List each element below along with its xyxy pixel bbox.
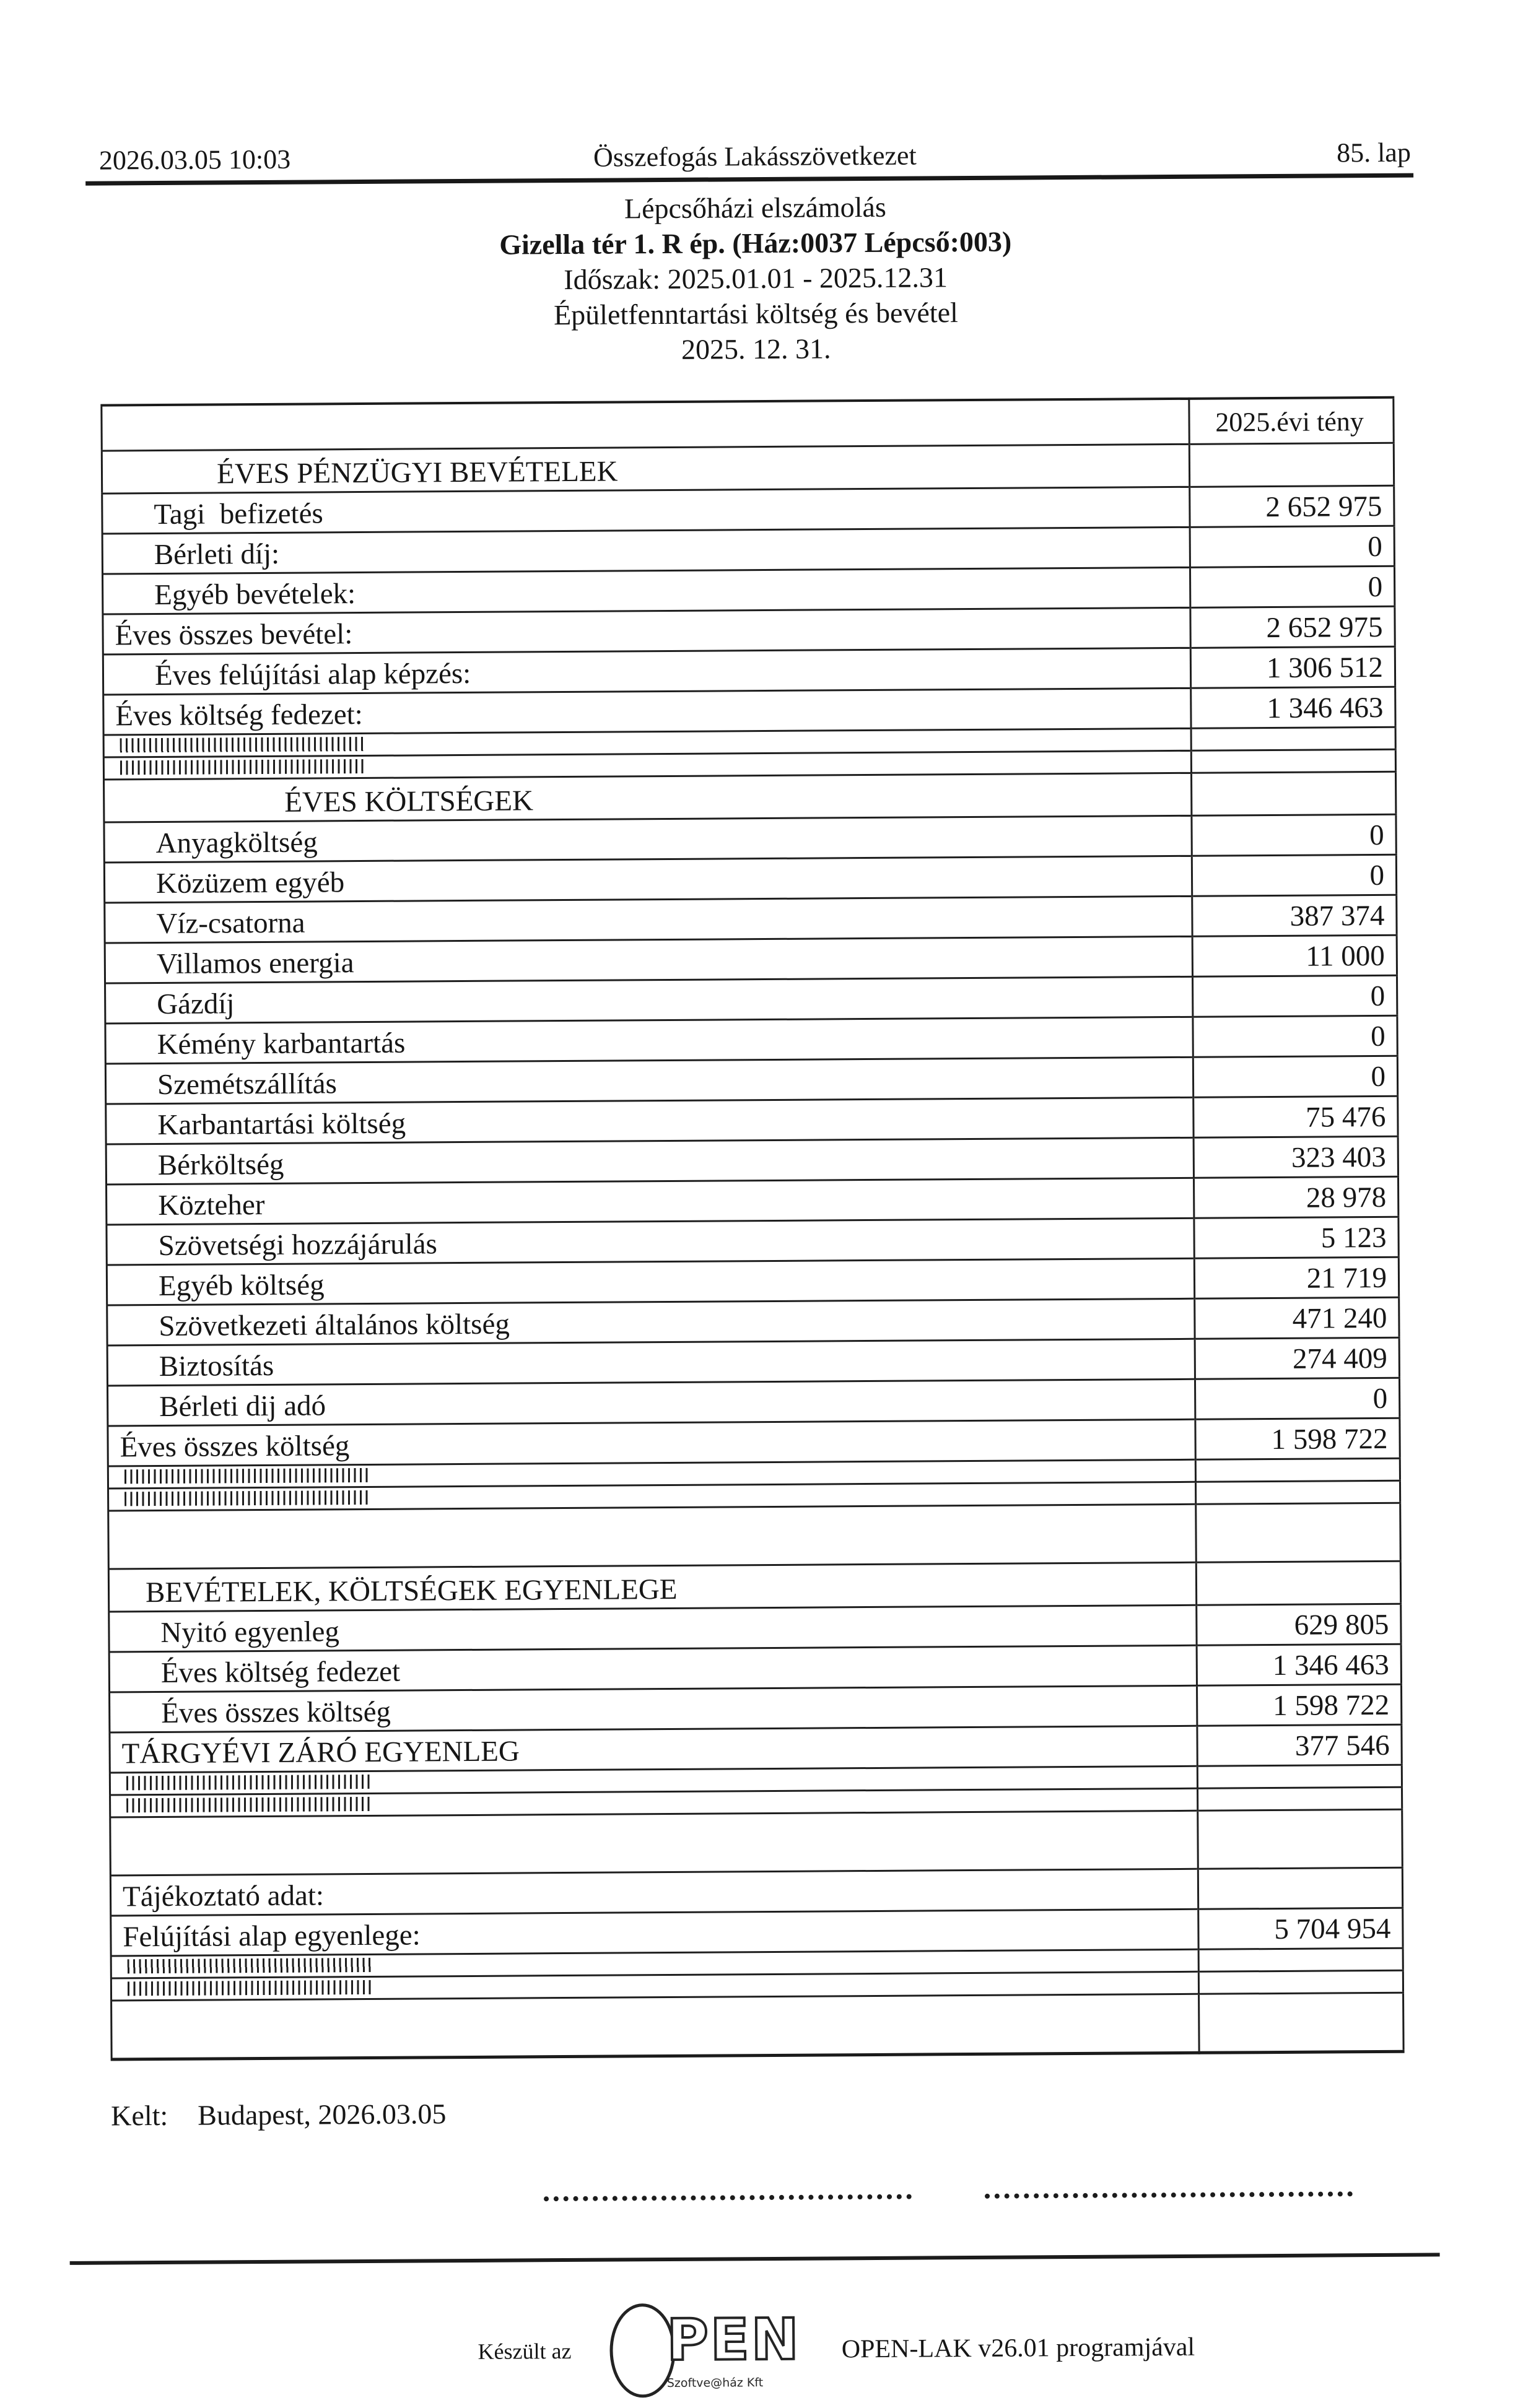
row-value: 0 (1192, 854, 1396, 896)
hatch-strip (120, 736, 367, 752)
row-label: TÁRGYÉVI ZÁRÓ EGYENLEG (121, 1735, 520, 1770)
hatch-strip (120, 758, 367, 774)
row-label: ÉVES KÖLTSÉGEK (284, 785, 534, 819)
building-title: Gizella tér 1. R ép. (Ház:0037 Lépcső:003) (499, 225, 1012, 261)
row-value (1198, 1809, 1403, 1869)
row-value (1198, 1867, 1402, 1909)
row-value: 0 (1192, 814, 1396, 856)
report-datetime: 2026.03.05 10:03 (98, 144, 291, 176)
row-value: 1 598 722 (1197, 1684, 1402, 1726)
row-value: 1 346 463 (1197, 1644, 1401, 1685)
report-date: 2025. 12. 31. (681, 333, 831, 365)
row-value (1196, 1561, 1400, 1605)
row-value (1195, 1458, 1400, 1482)
report-table-body (102, 398, 1403, 2059)
empty-row (110, 1809, 1403, 1876)
row-value (1198, 1787, 1402, 1810)
signature-dotted-line-2 (985, 2184, 1353, 2199)
report-type-title: Lépcsőházi elszámolás (624, 191, 886, 225)
row-label: ÉVES PÉNZÜGYI BEVÉTELEK (216, 455, 618, 490)
row-value: 75 476 (1193, 1096, 1398, 1137)
period-line: Időszak: 2025.01.01 - 2025.12.31 (564, 261, 948, 295)
row-label: Közteher (158, 1189, 265, 1222)
kelt-line (111, 2092, 1423, 2132)
row-value (1195, 1480, 1400, 1504)
hatch-strip (124, 1467, 371, 1483)
row-value: 0 (1193, 1056, 1397, 1097)
footer-made-with (478, 2293, 1425, 2405)
row-label: Villamos energia (156, 947, 354, 981)
logo-pen-text: PEN (666, 2306, 801, 2373)
row-label: Szövetségi hozzájárulás (158, 1228, 438, 1263)
row-value (1199, 1993, 1404, 2053)
row-label: Szemétszállítás (157, 1067, 337, 1102)
section-row (102, 443, 1394, 493)
row-label (111, 1994, 1200, 2059)
row-label: Egyéb bevételek: (154, 578, 356, 612)
row-label: Egyéb költség (158, 1269, 325, 1303)
row-label (108, 1504, 1197, 1569)
row-label: Nyitó egyenleg (160, 1615, 340, 1650)
row-value: 0 (1195, 1378, 1399, 1419)
row-label: Gázdíj (157, 988, 235, 1021)
footer-program-name: OPEN-LAK v26.01 programjával (841, 2332, 1195, 2364)
row-value: 5 123 (1194, 1217, 1399, 1258)
row-label: Szövetkezeti általános költség (159, 1308, 510, 1343)
row-value: 2 652 975 (1190, 606, 1395, 648)
section-row (104, 772, 1396, 822)
row-label: Bérköltség (157, 1148, 284, 1182)
row-value: 2 652 975 (1190, 485, 1394, 527)
row-label: Bérleti díj: (154, 537, 280, 572)
row-label: Kémény karbantartás (157, 1027, 406, 1061)
table-header-row (102, 398, 1394, 451)
title-block (99, 186, 1412, 371)
row-value: 377 546 (1197, 1724, 1402, 1766)
row-label: Éves költség fedezet: (115, 698, 363, 732)
row-value (1198, 1948, 1403, 1971)
section-row (108, 1561, 1400, 1612)
kelt-value: Budapest, 2026.03.05 (198, 2098, 447, 2131)
row-label: Anyagköltség (155, 826, 318, 860)
row-label: Éves összes költség (120, 1430, 350, 1464)
hatch-strip (124, 1490, 371, 1505)
empty-row (108, 1503, 1401, 1569)
row-label: Víz-csatorna (156, 906, 305, 941)
footer-divider-line (70, 2253, 1440, 2265)
hatch-strip (126, 1796, 373, 1812)
row-label (110, 1810, 1198, 1876)
row-value: 0 (1190, 566, 1394, 607)
kelt-label: Kelt: (111, 2099, 168, 2132)
signature-dotted-line-1 (544, 2187, 912, 2202)
row-value: 0 (1193, 975, 1397, 1017)
value-column-header: 2025.évi tény (1189, 398, 1394, 445)
row-value: 1 346 463 (1191, 687, 1395, 728)
row-value (1191, 749, 1395, 773)
row-value: 387 374 (1192, 895, 1397, 936)
row-value (1196, 1503, 1401, 1562)
row-label: Felújítási alap egyenlege: (123, 1919, 421, 1954)
logo-subtext: Szoftve@ház Kft (666, 2376, 764, 2391)
page-number: 85. lap (1336, 137, 1412, 168)
row-label: Tájékoztató adat: (122, 1879, 325, 1913)
row-label: Bérleti dij adó (159, 1389, 326, 1424)
hatch-strip (128, 1980, 374, 1995)
report-subtitle: Épületfenntartási költség és bevétel (553, 297, 958, 331)
row-value: 28 978 (1193, 1176, 1398, 1218)
row-value: 1 306 512 (1190, 646, 1395, 688)
row-value: 5 704 954 (1198, 1908, 1403, 1949)
row-value (1191, 772, 1395, 815)
row-value: 1 598 722 (1195, 1418, 1400, 1459)
row-value: 21 719 (1194, 1257, 1399, 1298)
row-value: 629 805 (1197, 1604, 1401, 1645)
row-label: Biztosítás (159, 1350, 274, 1383)
row-label: Karbantartási költség (157, 1107, 406, 1142)
row-label: BEVÉTELEK, KÖLTSÉGEK EGYENLEGE (145, 1573, 678, 1609)
row-value: 323 403 (1193, 1136, 1398, 1178)
row-value: 471 240 (1195, 1297, 1399, 1339)
row-label: Éves költség fedezet (160, 1655, 401, 1690)
row-label: Tagi befizetés (154, 497, 323, 531)
row-value (1191, 727, 1395, 750)
row-value: 0 (1193, 1015, 1397, 1057)
page-header (99, 137, 1411, 176)
row-value: 11 000 (1192, 935, 1397, 976)
organization-name: Összefogás Lakásszövetkezet (593, 140, 917, 173)
hatch-strip (128, 1957, 374, 1973)
row-value (1198, 1970, 1403, 1994)
settlement-table (100, 396, 1404, 2061)
row-label: Éves összes bevétel: (115, 618, 353, 652)
row-value (1197, 1765, 1402, 1788)
empty-header-cell (102, 399, 1189, 451)
made-with-prefix: Készült az (478, 2338, 572, 2364)
logo-o-ellipse-icon (609, 2303, 676, 2398)
row-value (1189, 443, 1394, 487)
row-value: 0 (1190, 526, 1394, 567)
signature-row (544, 2184, 1423, 2202)
hatch-strip (126, 1774, 373, 1789)
row-label: Éves felújítási alap képzés: (154, 658, 471, 692)
row-label: Közüzem egyéb (155, 866, 345, 900)
row-value: 274 409 (1195, 1337, 1399, 1379)
open-logo (609, 2297, 801, 2404)
empty-row (111, 1993, 1404, 2059)
row-label: Éves összes költség (161, 1695, 391, 1730)
